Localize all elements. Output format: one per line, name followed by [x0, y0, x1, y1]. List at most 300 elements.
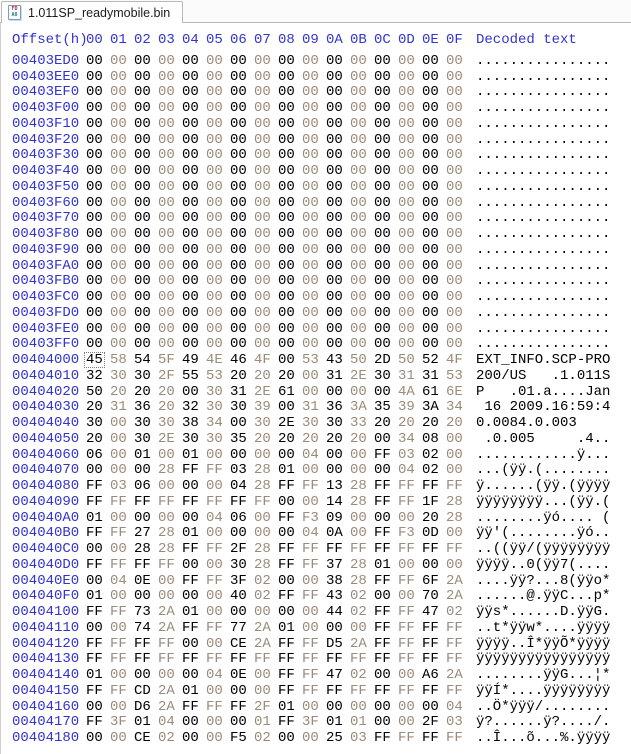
- hex-byte[interactable]: 04: [230, 478, 247, 494]
- decoded-text[interactable]: ................: [476, 304, 611, 321]
- hex-byte[interactable]: 00: [230, 163, 247, 179]
- hex-byte[interactable]: 47: [326, 667, 343, 683]
- decoded-text[interactable]: ................: [476, 273, 611, 290]
- hex-byte[interactable]: 43: [326, 588, 343, 605]
- hex-byte[interactable]: 00: [206, 84, 223, 101]
- hex-byte[interactable]: 00: [398, 210, 415, 227]
- hex-byte[interactable]: 34: [206, 415, 223, 431]
- hex-byte[interactable]: 00: [350, 210, 367, 227]
- hex-byte[interactable]: 00: [302, 115, 319, 132]
- hex-byte[interactable]: 00: [158, 588, 175, 605]
- hex-byte[interactable]: 00: [326, 383, 343, 400]
- hex-byte[interactable]: 00: [134, 304, 151, 321]
- hex-byte[interactable]: FF: [350, 651, 367, 668]
- hex-byte[interactable]: 00: [302, 604, 319, 620]
- hex-byte[interactable]: FF: [182, 541, 199, 557]
- hex-byte[interactable]: 00: [350, 178, 367, 195]
- hex-byte[interactable]: 2A: [158, 604, 175, 620]
- hex-byte[interactable]: 2A: [446, 667, 463, 683]
- hex-byte[interactable]: 6F: [422, 572, 439, 589]
- hex-byte[interactable]: FF: [110, 556, 127, 573]
- hex-byte[interactable]: FF: [86, 604, 103, 620]
- hex-byte[interactable]: 30: [206, 399, 223, 416]
- hex-byte[interactable]: 00: [302, 226, 319, 242]
- hex-byte[interactable]: FF: [278, 714, 295, 731]
- hex-byte[interactable]: 70: [422, 588, 439, 605]
- hex-byte[interactable]: 00: [422, 289, 439, 305]
- hex-byte[interactable]: 04: [206, 509, 223, 526]
- hex-byte[interactable]: 28: [158, 541, 175, 557]
- hex-byte[interactable]: 00: [446, 462, 463, 479]
- decoded-text[interactable]: ........ÿÿG...¦*: [476, 667, 611, 683]
- decoded-text[interactable]: ................: [476, 100, 611, 116]
- hex-byte[interactable]: 00: [110, 304, 127, 321]
- hex-byte[interactable]: 00: [134, 588, 151, 605]
- hex-byte[interactable]: 00: [158, 478, 175, 494]
- hex-byte[interactable]: 03: [110, 478, 127, 494]
- hex-byte[interactable]: 00: [254, 604, 271, 620]
- hex-byte[interactable]: 01: [86, 588, 103, 605]
- hex-byte[interactable]: 00: [182, 52, 199, 69]
- hex-byte[interactable]: 20: [326, 430, 343, 447]
- hex-byte[interactable]: 00: [398, 257, 415, 274]
- hex-byte[interactable]: 00: [110, 147, 127, 164]
- hex-byte[interactable]: 00: [158, 336, 175, 353]
- hex-byte[interactable]: 00: [254, 84, 271, 101]
- hex-byte[interactable]: 61: [278, 383, 295, 400]
- hex-byte[interactable]: 00: [422, 304, 439, 321]
- hex-byte[interactable]: 02: [350, 604, 367, 620]
- hex-byte[interactable]: 00: [134, 147, 151, 164]
- hex-byte[interactable]: FF: [302, 556, 319, 573]
- hex-byte[interactable]: FF: [422, 682, 439, 699]
- hex-byte[interactable]: 00: [230, 336, 247, 353]
- hex-byte[interactable]: 00: [374, 304, 391, 321]
- hex-byte[interactable]: 01: [278, 619, 295, 636]
- hex-byte[interactable]: 00: [326, 210, 343, 227]
- hex-byte[interactable]: 28: [446, 493, 463, 510]
- hex-byte[interactable]: 00: [374, 383, 391, 400]
- hex-byte[interactable]: 00: [134, 509, 151, 526]
- hex-byte[interactable]: 00: [374, 100, 391, 116]
- hex-byte[interactable]: 30: [86, 415, 103, 431]
- hex-byte[interactable]: 00: [326, 289, 343, 305]
- hex-byte[interactable]: FF: [446, 651, 463, 668]
- hex-byte[interactable]: 25: [326, 730, 343, 746]
- hex-byte[interactable]: 28: [350, 478, 367, 494]
- hex-byte[interactable]: 00: [398, 714, 415, 731]
- hex-byte[interactable]: 00: [302, 131, 319, 148]
- hex-byte[interactable]: 00: [182, 226, 199, 242]
- hex-byte[interactable]: FF: [254, 493, 271, 510]
- hex-byte[interactable]: 37: [326, 556, 343, 573]
- hex-byte[interactable]: 00: [206, 556, 223, 573]
- hex-byte[interactable]: 00: [230, 226, 247, 242]
- hex-byte[interactable]: 00: [278, 100, 295, 116]
- hex-byte[interactable]: 00: [230, 210, 247, 227]
- hex-byte[interactable]: 00: [278, 131, 295, 148]
- hex-byte[interactable]: 00: [182, 714, 199, 731]
- hex-byte[interactable]: 00: [350, 619, 367, 636]
- hex-byte[interactable]: FF: [350, 682, 367, 699]
- hex-byte[interactable]: 00: [374, 714, 391, 731]
- hex-byte[interactable]: FF: [134, 651, 151, 668]
- hex-byte[interactable]: FF: [278, 478, 295, 494]
- hex-byte[interactable]: 58: [110, 352, 127, 368]
- hex-byte[interactable]: 00: [110, 619, 127, 636]
- hex-byte[interactable]: 00: [350, 336, 367, 353]
- hex-byte[interactable]: 28: [350, 556, 367, 573]
- hex-byte[interactable]: FF: [302, 651, 319, 668]
- hex-byte[interactable]: 32: [86, 367, 103, 384]
- hex-byte[interactable]: 20: [278, 430, 295, 447]
- hex-byte[interactable]: 00: [110, 178, 127, 195]
- hex-byte[interactable]: 00: [230, 194, 247, 211]
- hex-byte[interactable]: 00: [182, 383, 199, 400]
- hex-byte[interactable]: 00: [134, 163, 151, 179]
- hex-byte[interactable]: 00: [422, 147, 439, 164]
- hex-byte[interactable]: 20: [254, 367, 271, 384]
- hex-byte[interactable]: 00: [254, 163, 271, 179]
- hex-byte[interactable]: FF: [206, 619, 223, 636]
- hex-byte[interactable]: 30: [182, 430, 199, 447]
- hex-byte[interactable]: 00: [158, 115, 175, 132]
- decoded-text[interactable]: ..t*ÿÿw*....ÿÿÿÿ: [476, 619, 611, 636]
- hex-byte[interactable]: CE: [230, 635, 247, 652]
- hex-byte[interactable]: 00: [302, 383, 319, 400]
- hex-byte[interactable]: 00: [206, 257, 223, 274]
- hex-byte[interactable]: 2A: [158, 619, 175, 636]
- hex-byte[interactable]: 00: [326, 257, 343, 274]
- hex-byte[interactable]: 00: [326, 273, 343, 290]
- hex-byte[interactable]: FF: [422, 730, 439, 746]
- hex-byte[interactable]: 00: [206, 525, 223, 542]
- hex-byte[interactable]: 01: [278, 462, 295, 479]
- hex-byte[interactable]: 00: [326, 131, 343, 148]
- hex-byte[interactable]: 00: [278, 147, 295, 164]
- hex-byte[interactable]: FF: [182, 493, 199, 510]
- hex-byte[interactable]: FF: [206, 462, 223, 479]
- hex-byte[interactable]: FF: [326, 541, 343, 557]
- hex-byte[interactable]: 00: [86, 163, 103, 179]
- hex-byte[interactable]: 00: [182, 131, 199, 148]
- hex-byte[interactable]: 28: [254, 541, 271, 557]
- hex-byte[interactable]: 28: [350, 493, 367, 510]
- hex-byte[interactable]: FF: [302, 541, 319, 557]
- hex-byte[interactable]: 00: [134, 320, 151, 337]
- hex-byte[interactable]: 00: [254, 178, 271, 195]
- hex-byte[interactable]: 00: [206, 210, 223, 227]
- hex-byte[interactable]: 00: [446, 194, 463, 211]
- hex-byte[interactable]: 00: [278, 304, 295, 321]
- hex-byte[interactable]: 00: [374, 462, 391, 479]
- hex-byte[interactable]: 00: [158, 320, 175, 337]
- hex-byte[interactable]: FF: [230, 493, 247, 510]
- hex-byte[interactable]: FF: [278, 556, 295, 573]
- hex-byte[interactable]: 20: [134, 383, 151, 400]
- hex-byte[interactable]: 47: [422, 604, 439, 620]
- hex-byte[interactable]: 00: [182, 210, 199, 227]
- hex-byte[interactable]: FF: [446, 478, 463, 494]
- hex-byte[interactable]: 00: [110, 194, 127, 211]
- hex-byte[interactable]: 00: [158, 68, 175, 85]
- hex-byte[interactable]: 00: [110, 226, 127, 242]
- hex-byte[interactable]: 00: [302, 730, 319, 746]
- hex-byte[interactable]: 00: [326, 52, 343, 69]
- decoded-text[interactable]: ÿÿÍ*....ÿÿÿÿÿÿÿÿ: [476, 682, 611, 699]
- hex-byte[interactable]: FF: [206, 698, 223, 715]
- hex-byte[interactable]: 06: [230, 509, 247, 526]
- hex-byte[interactable]: 2A: [254, 619, 271, 636]
- hex-byte[interactable]: 28: [350, 572, 367, 589]
- hex-byte[interactable]: 00: [86, 619, 103, 636]
- hex-byte[interactable]: 00: [422, 163, 439, 179]
- hex-byte[interactable]: 00: [110, 257, 127, 274]
- hex-byte[interactable]: 00: [374, 698, 391, 715]
- hex-byte[interactable]: 00: [182, 588, 199, 605]
- hex-byte[interactable]: 00: [254, 336, 271, 353]
- hex-byte[interactable]: 00: [158, 52, 175, 69]
- hex-byte[interactable]: FF: [86, 682, 103, 699]
- hex-byte[interactable]: 00: [134, 336, 151, 353]
- hex-byte[interactable]: 00: [206, 730, 223, 746]
- hex-byte[interactable]: 00: [278, 84, 295, 101]
- hex-byte[interactable]: 00: [326, 194, 343, 211]
- hex-byte[interactable]: 52: [422, 352, 439, 368]
- hex-byte[interactable]: 00: [302, 493, 319, 510]
- decoded-text[interactable]: EXT_INFO.SCP-PRO: [476, 352, 611, 368]
- hex-byte[interactable]: 00: [110, 84, 127, 101]
- hex-byte[interactable]: FF: [374, 478, 391, 494]
- hex-byte[interactable]: 00: [182, 115, 199, 132]
- hex-byte[interactable]: 00: [254, 131, 271, 148]
- hex-byte[interactable]: 30: [302, 415, 319, 431]
- hex-byte[interactable]: 00: [302, 257, 319, 274]
- hex-byte[interactable]: FF: [278, 588, 295, 605]
- hex-byte[interactable]: 00: [230, 257, 247, 274]
- hex-byte[interactable]: 00: [206, 163, 223, 179]
- hex-byte[interactable]: 00: [254, 210, 271, 227]
- hex-byte[interactable]: 00: [302, 320, 319, 337]
- hex-byte[interactable]: 00: [86, 131, 103, 148]
- hex-byte[interactable]: 2A: [254, 635, 271, 652]
- hex-byte[interactable]: 00: [110, 336, 127, 353]
- hex-byte[interactable]: 00: [110, 730, 127, 746]
- hex-byte[interactable]: FF: [398, 604, 415, 620]
- hex-byte[interactable]: 00: [326, 147, 343, 164]
- hex-byte[interactable]: 00: [230, 604, 247, 620]
- hex-byte[interactable]: 00: [86, 52, 103, 69]
- decoded-text[interactable]: ........ÿó.... (: [476, 509, 611, 526]
- hex-byte[interactable]: 00: [302, 289, 319, 305]
- hex-byte[interactable]: 02: [254, 588, 271, 605]
- tab-file[interactable]: [1, 1, 183, 23]
- hex-byte[interactable]: 20: [422, 415, 439, 431]
- hex-byte[interactable]: 00: [158, 257, 175, 274]
- hex-byte[interactable]: 00: [278, 352, 295, 368]
- hex-byte[interactable]: 00: [278, 194, 295, 211]
- decoded-text[interactable]: ................: [476, 241, 611, 258]
- hex-byte[interactable]: 00: [110, 163, 127, 179]
- hex-byte[interactable]: 00: [422, 241, 439, 258]
- hex-byte[interactable]: 3F: [230, 572, 247, 589]
- hex-byte[interactable]: 30: [110, 367, 127, 384]
- hex-byte[interactable]: 00: [110, 667, 127, 683]
- hex-byte[interactable]: 5F: [158, 352, 175, 368]
- hex-byte[interactable]: 00: [182, 320, 199, 337]
- hex-byte[interactable]: FF: [374, 572, 391, 589]
- decoded-text[interactable]: ....ÿÿ?...8(ÿÿo*: [476, 572, 611, 589]
- hex-byte[interactable]: 00: [158, 226, 175, 242]
- hex-byte[interactable]: 38: [326, 572, 343, 589]
- hex-byte[interactable]: 00: [350, 304, 367, 321]
- hex-byte[interactable]: 00: [326, 619, 343, 636]
- hex-byte[interactable]: FF: [110, 493, 127, 510]
- hex-byte[interactable]: FF: [398, 651, 415, 668]
- decoded-text[interactable]: ................: [476, 194, 611, 211]
- hex-byte[interactable]: 28: [158, 525, 175, 542]
- hex-byte[interactable]: 00: [350, 320, 367, 337]
- hex-byte[interactable]: 00: [374, 84, 391, 101]
- hex-byte[interactable]: FF: [422, 651, 439, 668]
- hex-byte[interactable]: 39: [398, 399, 415, 416]
- hex-byte[interactable]: 00: [398, 289, 415, 305]
- hex-byte[interactable]: 55: [182, 367, 199, 384]
- hex-byte[interactable]: 00: [422, 84, 439, 101]
- hex-byte[interactable]: 00: [326, 84, 343, 101]
- hex-byte[interactable]: 00: [278, 320, 295, 337]
- hex-byte[interactable]: 00: [374, 68, 391, 85]
- hex-byte[interactable]: 00: [254, 525, 271, 542]
- hex-byte[interactable]: 00: [254, 682, 271, 699]
- hex-byte[interactable]: 00: [422, 257, 439, 274]
- hex-byte[interactable]: 01: [182, 525, 199, 542]
- decoded-text[interactable]: ..((ÿÿ/(ÿÿÿÿÿÿÿÿ: [476, 541, 611, 557]
- hex-byte[interactable]: 04: [206, 667, 223, 683]
- hex-byte[interactable]: 35: [230, 430, 247, 447]
- hex-byte[interactable]: 00: [110, 52, 127, 69]
- hex-byte[interactable]: 00: [86, 115, 103, 132]
- hex-byte[interactable]: 00: [158, 509, 175, 526]
- hex-byte[interactable]: 00: [422, 115, 439, 132]
- hex-byte[interactable]: 00: [446, 226, 463, 242]
- hex-byte[interactable]: FF: [398, 682, 415, 699]
- hex-byte[interactable]: 00: [206, 194, 223, 211]
- hex-byte[interactable]: 00: [326, 320, 343, 337]
- hex-byte[interactable]: 00: [206, 478, 223, 494]
- hex-byte[interactable]: 00: [302, 241, 319, 258]
- hex-byte[interactable]: 00: [182, 667, 199, 683]
- hex-byte[interactable]: 04: [158, 714, 175, 731]
- hex-byte[interactable]: 00: [134, 178, 151, 195]
- hex-byte[interactable]: 00: [158, 289, 175, 305]
- hex-byte[interactable]: 28: [254, 556, 271, 573]
- hex-byte[interactable]: 00: [206, 178, 223, 195]
- hex-byte[interactable]: 30: [230, 556, 247, 573]
- hex-byte[interactable]: 30: [134, 415, 151, 431]
- hex-byte[interactable]: 00: [206, 226, 223, 242]
- hex-byte[interactable]: 00: [278, 399, 295, 416]
- hex-byte[interactable]: 20: [398, 415, 415, 431]
- decoded-text[interactable]: ÿÿ'(........ÿó..: [476, 525, 611, 542]
- hex-byte[interactable]: 00: [110, 68, 127, 85]
- hex-byte[interactable]: 00: [158, 163, 175, 179]
- hex-byte[interactable]: 28: [134, 541, 151, 557]
- hex-byte[interactable]: 02: [254, 730, 271, 746]
- hex-byte[interactable]: 00: [374, 147, 391, 164]
- decoded-text[interactable]: ................: [476, 147, 611, 164]
- decoded-text[interactable]: .0.005 .4..: [476, 430, 611, 447]
- hex-byte[interactable]: FF: [182, 651, 199, 668]
- hex-byte[interactable]: 00: [134, 100, 151, 116]
- hex-byte[interactable]: FF: [302, 667, 319, 683]
- hex-byte[interactable]: 00: [206, 604, 223, 620]
- hex-byte[interactable]: 00: [302, 194, 319, 211]
- hex-byte[interactable]: 00: [350, 84, 367, 101]
- hex-byte[interactable]: 2E: [278, 415, 295, 431]
- hex-byte[interactable]: 00: [302, 147, 319, 164]
- hex-byte[interactable]: 00: [182, 556, 199, 573]
- hex-byte[interactable]: 00: [350, 698, 367, 715]
- hex-byte[interactable]: 00: [350, 273, 367, 290]
- hex-byte[interactable]: 00: [398, 84, 415, 101]
- hex-byte[interactable]: 00: [350, 147, 367, 164]
- hex-byte[interactable]: 00: [230, 415, 247, 431]
- hex-byte[interactable]: 00: [158, 84, 175, 101]
- hex-byte[interactable]: 00: [326, 115, 343, 132]
- hex-byte[interactable]: 00: [86, 241, 103, 258]
- hex-byte[interactable]: FF: [110, 682, 127, 699]
- hex-byte[interactable]: 35: [374, 399, 391, 416]
- hex-byte[interactable]: 00: [398, 178, 415, 195]
- hex-byte[interactable]: 00: [230, 147, 247, 164]
- hex-byte[interactable]: 00: [422, 194, 439, 211]
- hex-byte[interactable]: 00: [134, 273, 151, 290]
- hex-byte[interactable]: 00: [350, 131, 367, 148]
- hex-byte[interactable]: 00: [278, 163, 295, 179]
- decoded-text[interactable]: ..Ö*ÿÿÿ/........: [476, 698, 611, 715]
- hex-byte[interactable]: 00: [326, 304, 343, 321]
- hex-byte[interactable]: 00: [398, 52, 415, 69]
- hex-byte[interactable]: 00: [182, 241, 199, 258]
- hex-byte[interactable]: 00: [110, 273, 127, 290]
- hex-byte[interactable]: 00: [230, 131, 247, 148]
- hex-byte[interactable]: 00: [326, 100, 343, 116]
- hex-byte[interactable]: 50: [350, 352, 367, 368]
- hex-byte[interactable]: FF: [302, 478, 319, 494]
- hex-byte[interactable]: 20: [158, 399, 175, 416]
- hex-byte[interactable]: 00: [110, 415, 127, 431]
- hex-byte[interactable]: 00: [398, 131, 415, 148]
- hex-byte[interactable]: 00: [230, 320, 247, 337]
- hex-byte[interactable]: 2E: [158, 430, 175, 447]
- hex-byte[interactable]: 00: [158, 178, 175, 195]
- hex-byte[interactable]: 00: [350, 241, 367, 258]
- hex-byte[interactable]: 00: [278, 289, 295, 305]
- hex-byte[interactable]: 00: [182, 178, 199, 195]
- hex-byte[interactable]: 00: [278, 241, 295, 258]
- hex-byte[interactable]: 00: [86, 147, 103, 164]
- hex-byte[interactable]: 2A: [446, 588, 463, 605]
- hex-byte[interactable]: 00: [158, 241, 175, 258]
- hex-byte[interactable]: 00: [278, 730, 295, 746]
- decoded-text[interactable]: ......@.ÿÿC...p*: [476, 588, 611, 605]
- hex-byte[interactable]: 00: [446, 241, 463, 258]
- hex-byte[interactable]: 00: [134, 289, 151, 305]
- hex-byte[interactable]: FF: [86, 493, 103, 510]
- hex-byte[interactable]: 01: [134, 446, 151, 463]
- hex-byte[interactable]: 30: [206, 383, 223, 400]
